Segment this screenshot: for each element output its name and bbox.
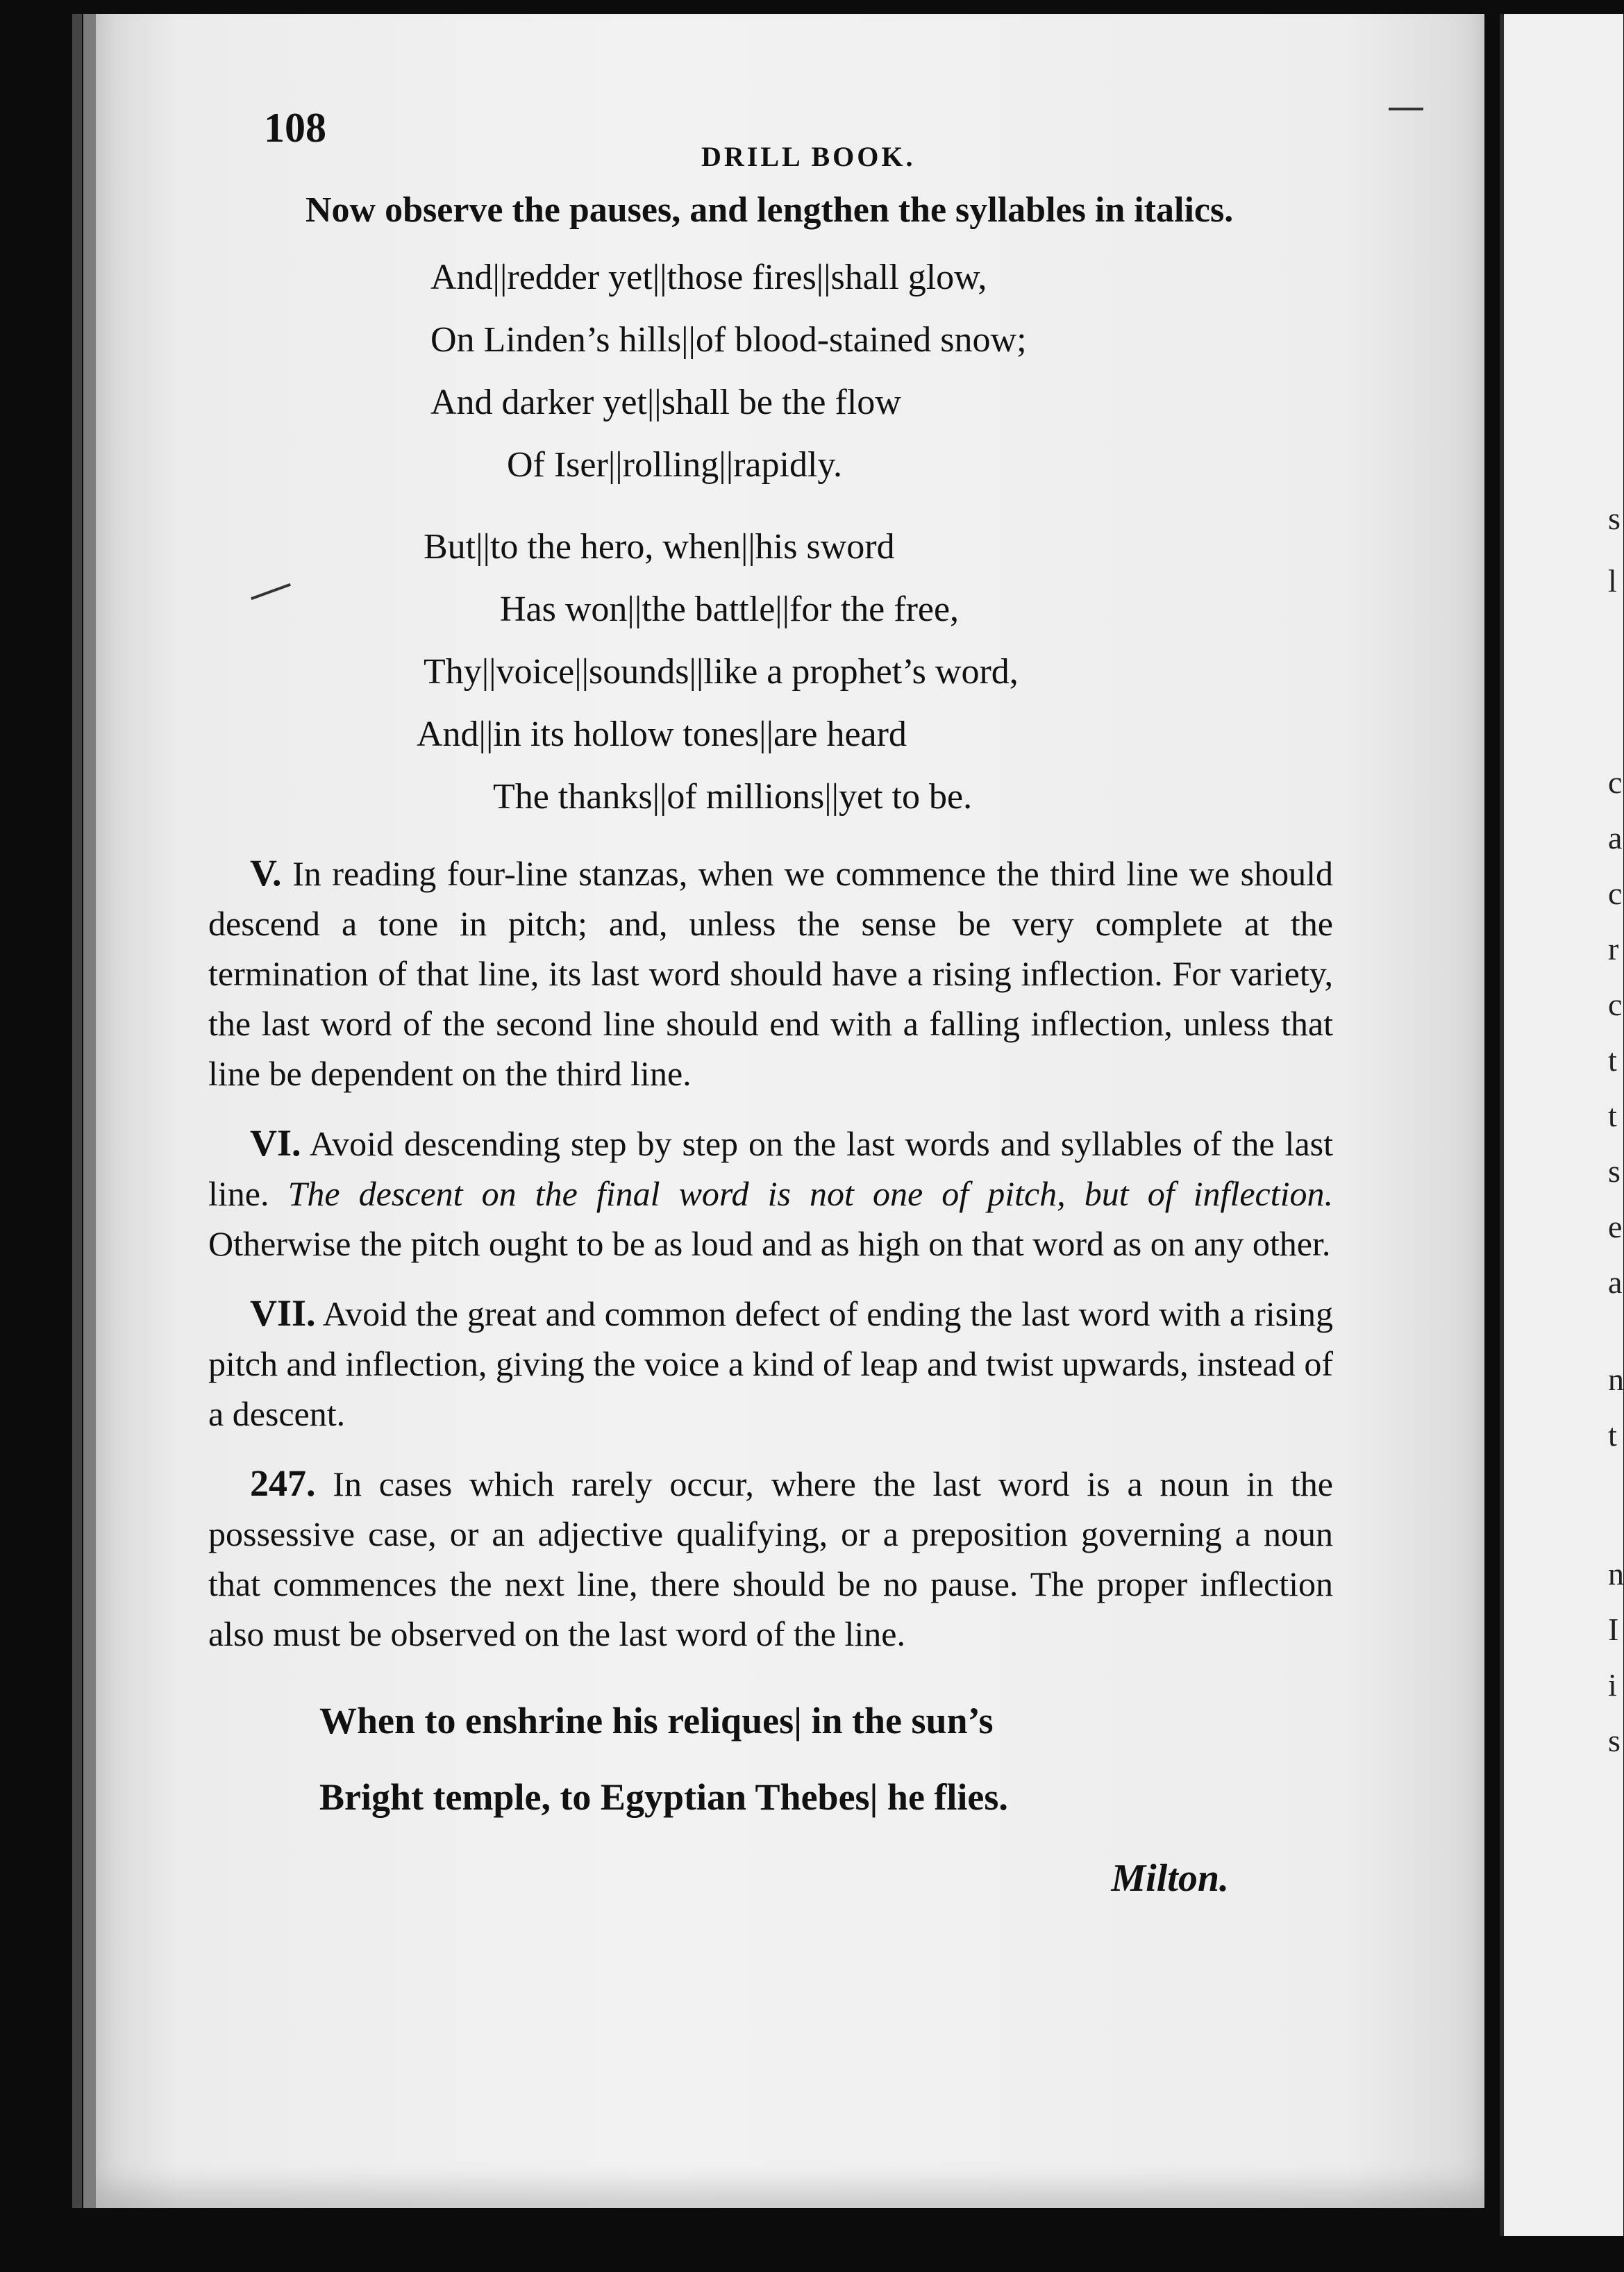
page-mark <box>1389 108 1423 110</box>
right-page-text-fragment: s <box>1608 1153 1621 1189</box>
stanza-gap <box>208 496 1333 516</box>
right-page-text-fragment: a <box>1608 820 1623 855</box>
rule-text: In reading four-line stanzas, when we commence the third line we should descend a tone in pitch; and, unless the sense be very complete at the termination of that line, its last word should have a rising inflection. For variety, the last word of the second line should end with a falling inflection, unless that line be dependent on the third line. <box>208 854 1334 1093</box>
paragraph-text: In cases which rarely occur, where the last word is a noun in the possessive case, or an adjective qualifying, or a preposition governing a noun that commences the next line, there should be no pause. The proper inflection also must be observed on the last word of the line. <box>208 1464 1333 1653</box>
quote-line: Bright temple, to Egyptian Thebes| he flies. <box>319 1776 1008 1818</box>
rule-number: V. <box>250 852 282 894</box>
right-page-text-fragment: t <box>1608 1098 1617 1133</box>
quotation <box>319 1682 1333 1835</box>
right-page-text-fragment: n <box>1608 1362 1624 1397</box>
poem-line: The thanks||of millions||yet to be. <box>493 777 973 817</box>
intro-instruction: Now observe the pauses, and lengthen the syllables in italics. <box>305 190 1234 230</box>
right-page-text-fragment: t <box>1608 1042 1617 1078</box>
rule-text-after: Otherwise the pitch ought to be as loud and as high on that word as on any other. <box>208 1224 1331 1263</box>
poem-line: And darker yet||shall be the flow <box>430 383 901 422</box>
right-page-text-fragment: n <box>1608 1556 1624 1592</box>
attribution: Milton. <box>1111 1857 1229 1900</box>
paragraph-number: 247. <box>250 1462 316 1504</box>
page-header <box>264 104 1347 172</box>
right-page-text-fragment: r <box>1608 931 1619 967</box>
rule-number: VI. <box>250 1122 301 1164</box>
right-page-edge <box>1500 14 1623 2236</box>
right-page-text-fragment: c <box>1608 987 1623 1022</box>
right-page-text-fragment: c <box>1608 876 1623 911</box>
poem <box>208 247 1333 828</box>
rule-text: Avoid the great and common defect of ending the last word with a rising pitch and inflection, giving the voice a kind of leap and twist upwards, instead of a descent. <box>208 1294 1333 1433</box>
rule-vi <box>208 1118 1333 1269</box>
right-page-text-fragment: s <box>1608 1723 1621 1758</box>
rule-number: VII. <box>250 1292 316 1334</box>
right-page-text-fragment: a <box>1608 1264 1623 1300</box>
paragraph-247 <box>208 1458 1333 1659</box>
rule-italic-text: The descent on the final word is not one of pitch, but of inflection. <box>287 1174 1333 1213</box>
poem-line: Has won||the battle||for the free, <box>500 590 960 629</box>
poem-line: But||to the hero, when||his sword <box>424 527 895 567</box>
poem-line: Thy||voice||sounds||like a prophet’s word, <box>424 652 1019 692</box>
page-body <box>208 187 1333 1901</box>
right-page-text-fragment: i <box>1608 1667 1617 1703</box>
quote-line: When to enshrine his reliques| in the sun’s <box>319 1700 994 1741</box>
poem-line: On Linden’s hills||of blood-stained snow; <box>430 320 1027 360</box>
running-title: DRILL BOOK. <box>701 141 916 172</box>
poem-line: Of Iser||rolling||rapidly. <box>507 445 843 485</box>
rule-text: Avoid descending step by step on the last words and syllables of the last line. <box>208 1124 1333 1213</box>
right-page-text-fragment: l <box>1608 563 1617 599</box>
page-number: 108 <box>264 105 326 151</box>
right-page-text-fragment: I <box>1608 1612 1619 1647</box>
rule-v <box>208 848 1333 1099</box>
poem-line: And||redder yet||those fires||shall glow, <box>430 258 987 297</box>
right-page-text-fragment: c <box>1608 765 1623 800</box>
right-page-text-fragment: t <box>1608 1417 1617 1453</box>
rule-vii <box>208 1288 1333 1439</box>
right-page-text-fragment: s <box>1608 501 1621 536</box>
poem-line: And||in its hollow tones||are heard <box>417 715 907 754</box>
right-page-text-fragment: e <box>1608 1209 1623 1244</box>
